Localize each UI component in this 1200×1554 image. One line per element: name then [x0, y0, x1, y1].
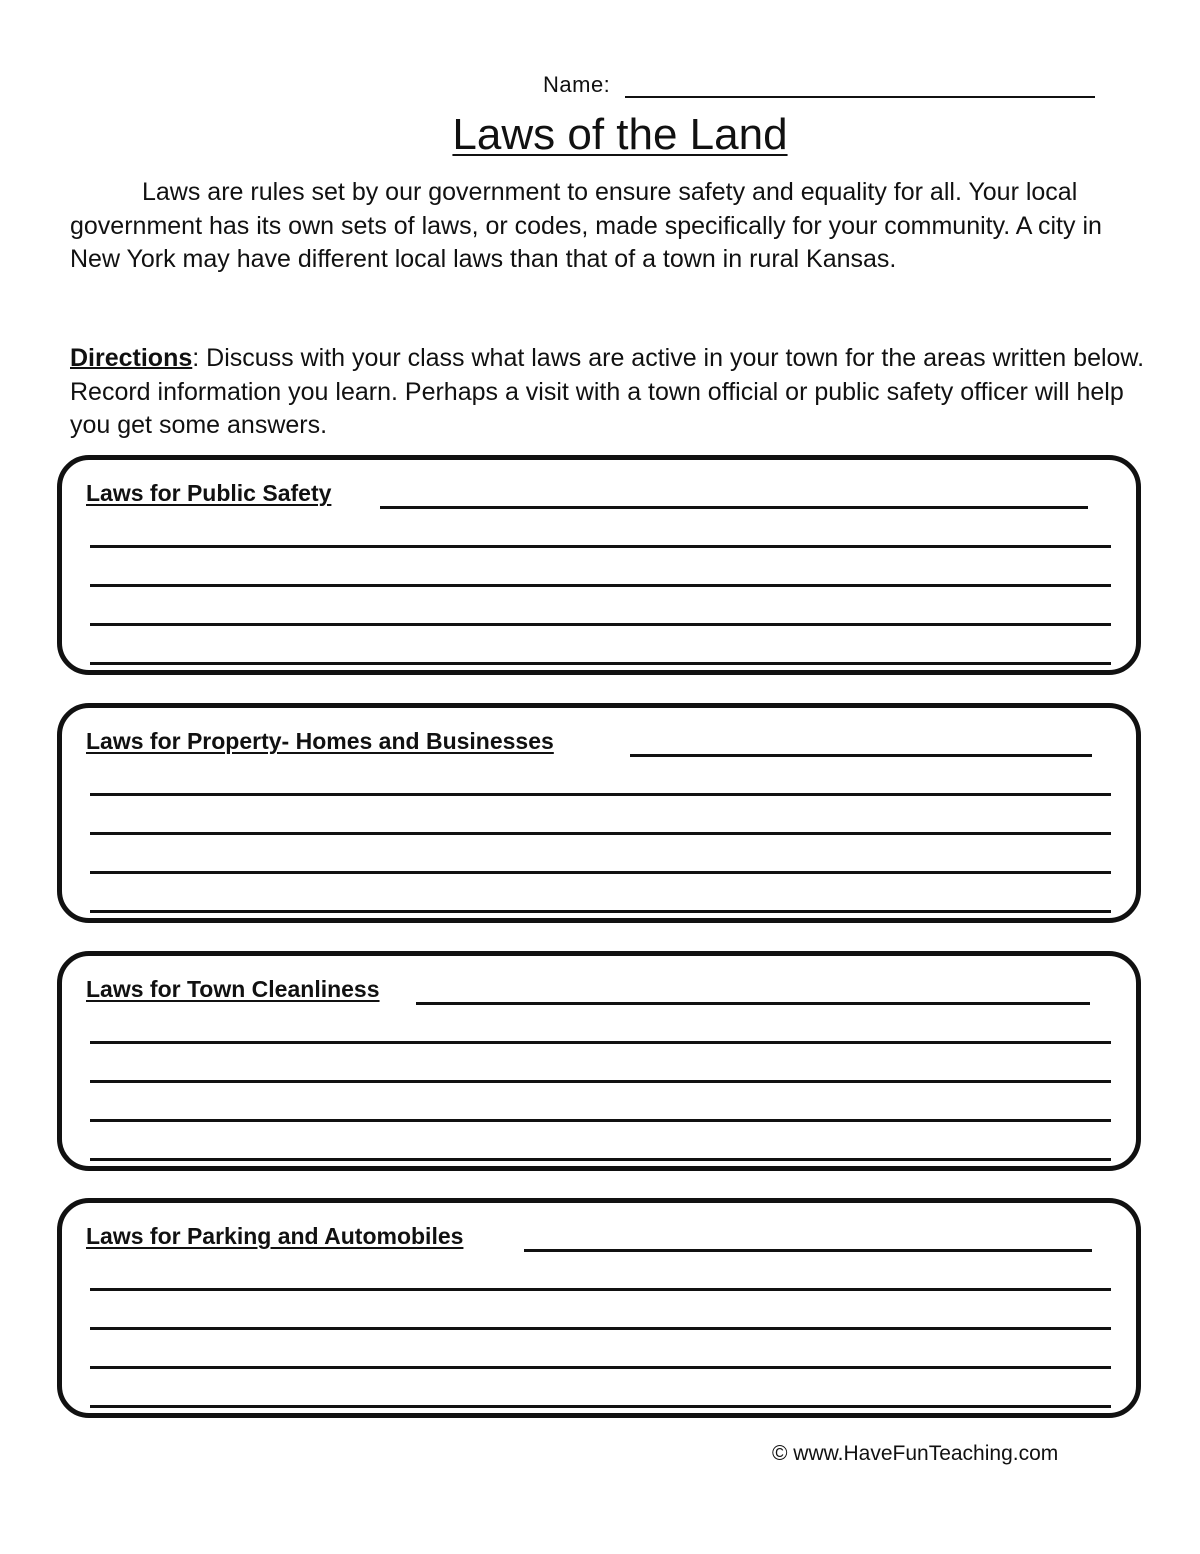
answer-line[interactable]	[90, 1119, 1111, 1122]
answer-line[interactable]	[90, 1080, 1111, 1083]
name-answer-line[interactable]	[625, 96, 1095, 98]
answer-line[interactable]	[630, 754, 1092, 757]
section-box-public-safety	[57, 455, 1141, 675]
answer-line[interactable]	[90, 871, 1111, 874]
answer-line[interactable]	[90, 545, 1111, 548]
answer-line[interactable]	[90, 832, 1111, 835]
directions-text: : Discuss with your class what laws are active in your town for the areas written below. Record information you learn. Perhaps a visit with a town official or public safety officer will help you get some answers.	[70, 344, 1145, 439]
answer-line[interactable]	[90, 1288, 1111, 1291]
answer-line[interactable]	[524, 1249, 1092, 1252]
section-title: Laws for Parking and Automobiles	[86, 1223, 464, 1249]
copyright-footer: © www.HaveFunTeaching.com	[772, 1442, 1059, 1465]
section-box-parking	[57, 1198, 1141, 1418]
page-title: Laws of the Land	[452, 110, 788, 159]
answer-line[interactable]	[90, 1041, 1111, 1044]
directions-paragraph	[70, 342, 1150, 443]
answer-line[interactable]	[380, 506, 1088, 509]
answer-line[interactable]	[90, 1158, 1111, 1161]
answer-line[interactable]	[90, 1405, 1111, 1408]
name-field-row	[543, 72, 1098, 102]
name-label: Name:	[543, 72, 611, 97]
answer-line[interactable]	[90, 793, 1111, 796]
answer-line[interactable]	[90, 1366, 1111, 1369]
answer-line[interactable]	[90, 584, 1111, 587]
answer-line[interactable]	[90, 910, 1111, 913]
intro-paragraph: Laws are rules set by our government to ensure safety and equality for all. Your local government has its own sets of laws, or codes, made specifically for your community. A city in New York may have different local laws than that of a town in rural Kansas.	[70, 178, 1102, 273]
answer-line[interactable]	[90, 662, 1111, 665]
section-title: Laws for Public Safety	[86, 480, 332, 506]
section-title: Laws for Property- Homes and Businesses	[86, 728, 554, 754]
directions-label: Directions	[70, 344, 193, 372]
section-box-property	[57, 703, 1141, 923]
answer-line[interactable]	[90, 623, 1111, 626]
section-box-town-cleanliness	[57, 951, 1141, 1171]
answer-line[interactable]	[416, 1002, 1090, 1005]
section-title: Laws for Town Cleanliness	[86, 976, 380, 1002]
answer-line[interactable]	[90, 1327, 1111, 1330]
